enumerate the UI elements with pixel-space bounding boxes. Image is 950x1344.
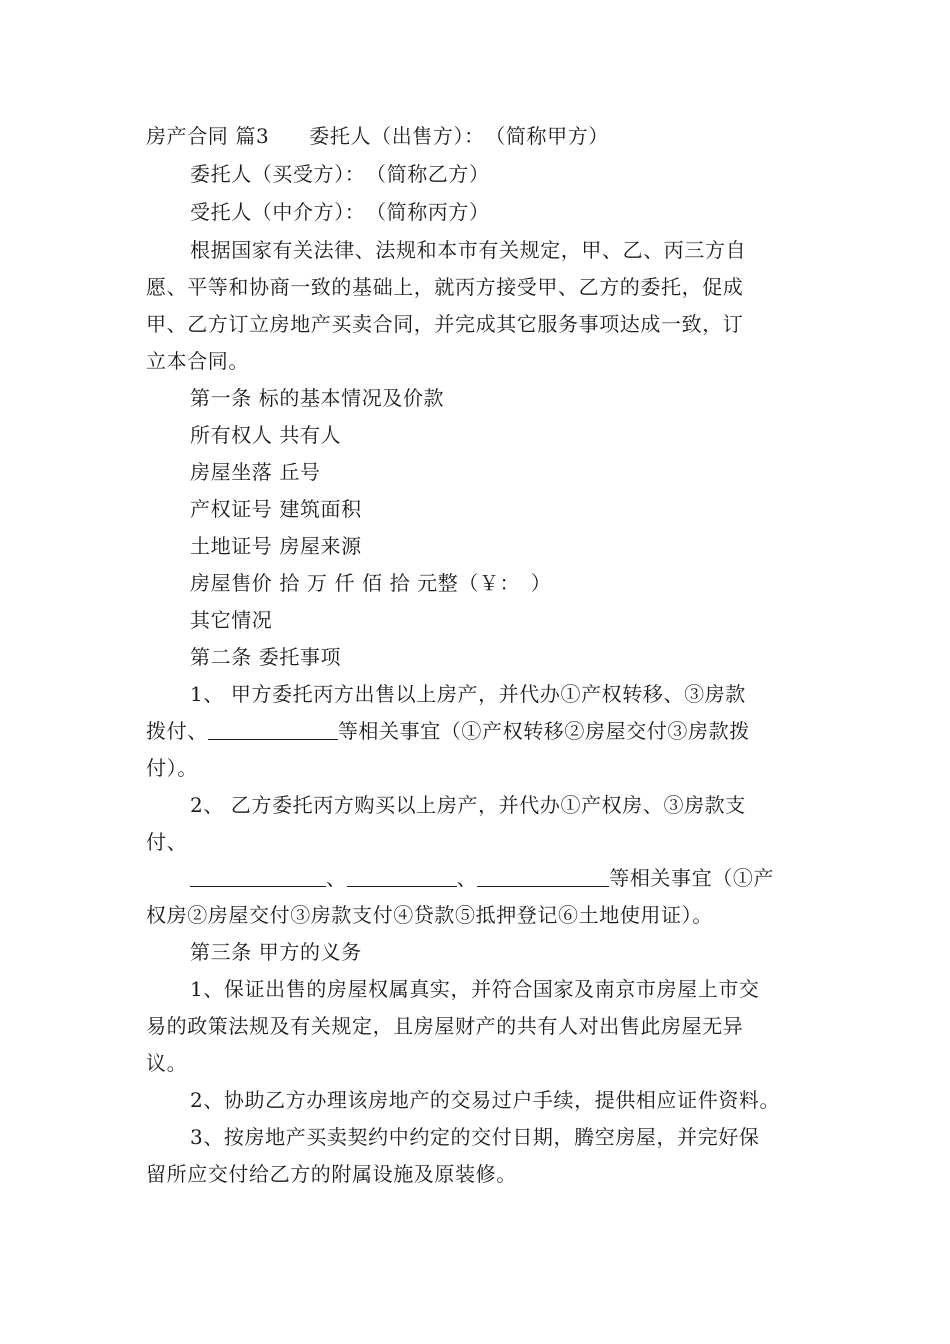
- fill-blank[interactable]: [347, 866, 457, 887]
- fill-blank[interactable]: [208, 719, 338, 740]
- article1-item: 土地证号 房屋来源: [190, 534, 362, 558]
- fill-blank[interactable]: [190, 866, 326, 887]
- article2-item2-line-3: [190, 866, 774, 890]
- party-c-line: 受托人（中介方）： （简称丙方）: [190, 200, 490, 224]
- intro-line-2: 愿、平等和协商一致的基础上，就丙方接受甲、乙方的委托，促成: [146, 275, 744, 299]
- article1-item: 所有权人 共有人: [190, 423, 342, 447]
- text-span: 等相关事宜（①产: [609, 866, 775, 890]
- header-line: [146, 124, 609, 148]
- article1-title: 第一条 标的基本情况及价款: [190, 386, 445, 410]
- article2-item2-line-4: 权房②房屋交付③房款支付④贷款⑤抵押登记⑥土地使用证）。: [146, 903, 713, 927]
- text-span: 等相关事宜（①产权转移②房屋交付③房款拨: [337, 719, 750, 743]
- article2-item1-line-3: 付）。: [146, 756, 198, 780]
- contract-heading: 房产合同 篇3: [146, 124, 270, 148]
- article3-line: 议。: [146, 1051, 188, 1075]
- article3-line: 2、协助乙方办理该房地产的交易过户手续，提供相应证件资料。: [190, 1088, 781, 1112]
- fill-blank[interactable]: [477, 866, 609, 887]
- party-b-line: 委托人（买受方）： （简称乙方）: [190, 162, 490, 186]
- article3-line: 易的政策法规及有关规定，且房屋财产的共有人对出售此房屋无异: [146, 1014, 744, 1038]
- article3-line: 3、按房地产买卖契约中约定的交付日期，腾空房屋，并完好保: [190, 1125, 760, 1149]
- article3-title: 第三条 甲方的义务: [190, 940, 362, 964]
- party-a-line: 委托人（出售方）： （简称甲方）: [309, 124, 609, 148]
- article1-item: 房屋坐落 丘号: [190, 460, 321, 484]
- article2-item2-line-2: 付、: [146, 830, 188, 854]
- intro-line-4: 立本合同。: [146, 349, 249, 373]
- article2-title: 第二条 委托事项: [190, 645, 342, 669]
- intro-line-1: 根据国家有关法律、法规和本市有关规定，甲、乙、丙三方自: [190, 238, 747, 262]
- article2-item2-line-1: 2、 乙方委托丙方购买以上房产，并代办①产权房、③房款支: [190, 793, 746, 817]
- article3-line: 留所应交付给乙方的附属设施及原装修。: [146, 1162, 517, 1186]
- article2-item1-line-1: 1、 甲方委托丙方出售以上房产，并代办①产权转移、③房款: [190, 682, 746, 706]
- article1-item: 产权证号 建筑面积: [190, 497, 362, 521]
- text-span: 拨付、: [146, 719, 208, 743]
- article2-item1-line-2: [146, 719, 750, 743]
- text-span: 、: [326, 866, 347, 890]
- article1-price-item: 房屋售价 拾 万 仟 佰 拾 元整（￥： ）: [190, 571, 552, 595]
- article3-line: 1、保证出售的房屋权属真实，并符合国家及南京市房屋上市交: [190, 977, 760, 1001]
- intro-line-3: 甲、乙方订立房地产买卖合同，并完成其它服务事项达成一致，订: [146, 312, 744, 336]
- article1-item: 其它情况: [190, 608, 273, 632]
- text-span: 、: [456, 866, 478, 890]
